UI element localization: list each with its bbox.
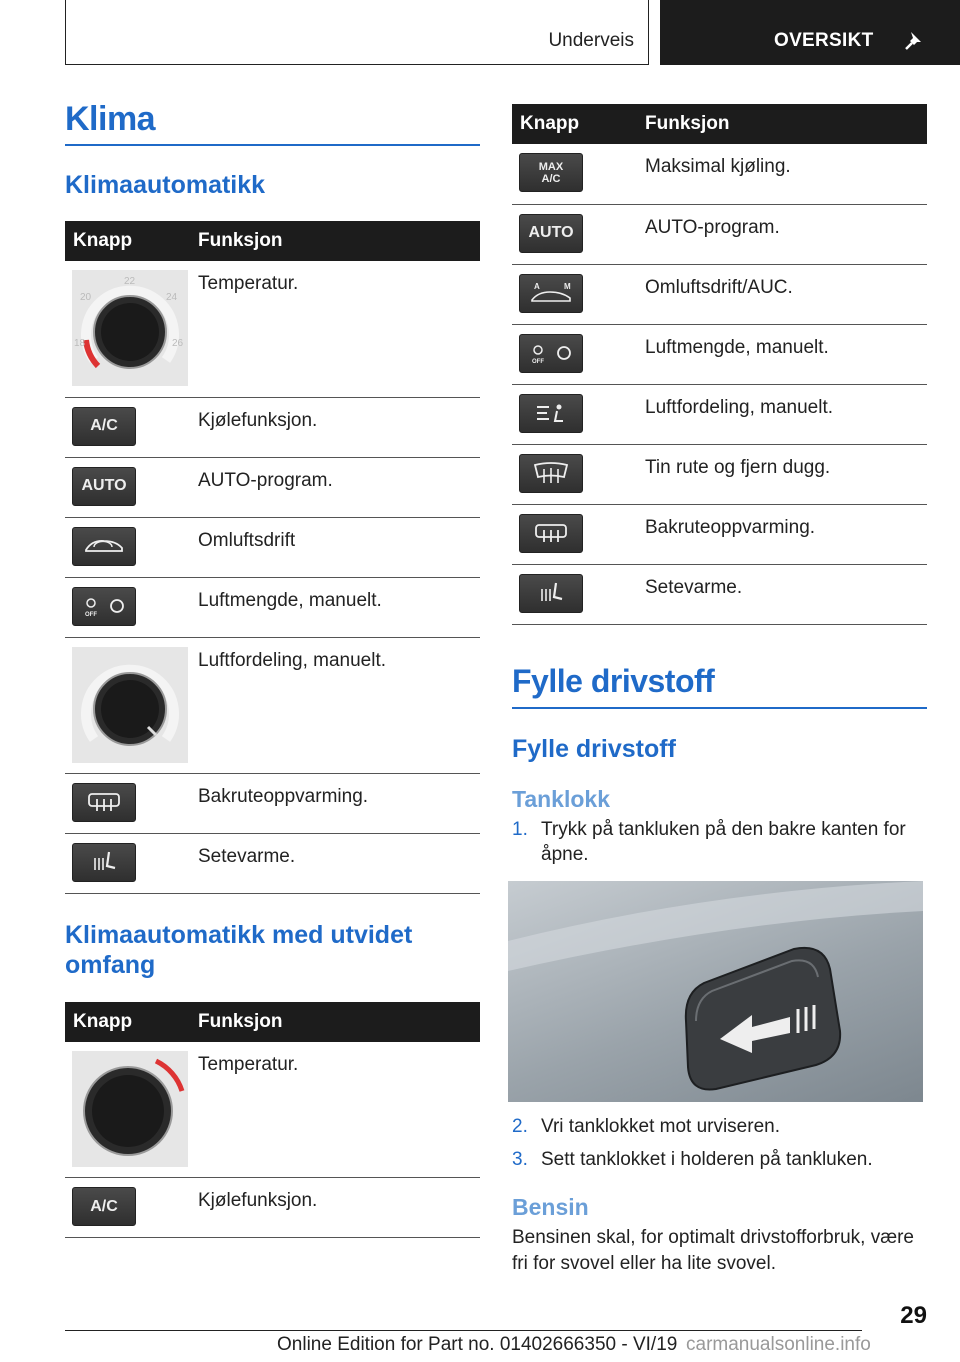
table-cell-text: Luftmengde, manuelt. bbox=[188, 577, 480, 637]
page-number: 29 bbox=[900, 1302, 927, 1329]
table-row bbox=[512, 144, 927, 204]
right-column bbox=[512, 104, 927, 1277]
svg-text:OFF: OFF bbox=[85, 612, 97, 618]
watermark: carmanualsonline.info bbox=[686, 1334, 871, 1355]
table-cell-text: Kjølefunksjon. bbox=[188, 1178, 480, 1238]
fuel-flap-photo bbox=[508, 881, 923, 1102]
table-row bbox=[65, 457, 480, 517]
table-row bbox=[512, 504, 927, 564]
bensin-text: Bensinen skal, for optimalt drivstofforbruk, være fri for svovel eller ha lite svovel. bbox=[512, 1226, 914, 1274]
step-number: 2. bbox=[512, 1115, 528, 1137]
seat-heating-icon bbox=[519, 574, 583, 613]
tanklokk-steps-continued bbox=[512, 1114, 927, 1172]
table-cell-text: Setevarme. bbox=[188, 833, 480, 893]
col-funksjon-header: Funksjon bbox=[635, 104, 927, 144]
knob-label-26: 26 bbox=[172, 338, 184, 349]
header-tab-underveis[interactable] bbox=[65, 0, 649, 65]
title-fylle-drivstoff: Fylle drivstoff bbox=[512, 662, 715, 699]
seat-heating-icon bbox=[72, 843, 136, 882]
knob-label-22: 22 bbox=[124, 276, 136, 287]
step-number: 3. bbox=[512, 1148, 528, 1170]
heading-klimaautomatikk-utvidet: Klimaautomatikk med utvidet omfang bbox=[65, 920, 413, 979]
col-knapp-header: Knapp bbox=[65, 221, 188, 261]
ac-button-icon: A/C bbox=[72, 1187, 136, 1226]
max-ac-line1: MAX bbox=[538, 160, 564, 173]
table-cell-text: AUTO-program. bbox=[635, 204, 927, 264]
auc-icon bbox=[519, 274, 583, 313]
col-knapp-header: Knapp bbox=[65, 1002, 188, 1042]
max-ac-line2: A/C bbox=[541, 172, 561, 185]
svg-text:A: A bbox=[534, 282, 540, 291]
recirculation-icon bbox=[72, 527, 136, 566]
header-tab-underveis-label: Underveis bbox=[548, 30, 634, 51]
rear-defrost-icon bbox=[72, 783, 136, 822]
heading-bensin: Bensin bbox=[512, 1193, 589, 1220]
footer-edition: Online Edition for Part no. 01402666350 - VI/19 bbox=[277, 1334, 678, 1355]
knapp-funksjon-table bbox=[512, 104, 927, 625]
heading-tanklokk: Tanklokk bbox=[512, 785, 610, 812]
windshield-defrost-icon bbox=[519, 454, 583, 493]
table-row bbox=[512, 564, 927, 624]
fan-speed-icon bbox=[519, 334, 583, 373]
table-row bbox=[65, 833, 480, 893]
table-cell-text: Tin rute og fjern dugg. bbox=[635, 444, 927, 504]
header-tab-oversikt-label: OVERSIKT bbox=[774, 30, 874, 51]
klimaautomatikk-table bbox=[65, 221, 480, 894]
title-divider bbox=[65, 144, 480, 146]
pin-icon bbox=[903, 30, 925, 52]
table-cell-text: Kjølefunksjon. bbox=[188, 397, 480, 457]
auto-button-icon: AUTO bbox=[72, 467, 136, 506]
table-cell-text: Luftfordeling, manuelt. bbox=[635, 384, 927, 444]
table-row bbox=[512, 324, 927, 384]
auto-button-icon: AUTO bbox=[519, 214, 583, 253]
heading-fylle-drivstoff: Fylle drivstoff bbox=[512, 734, 676, 763]
heading-klimaautomatikk: Klimaautomatikk bbox=[65, 171, 266, 199]
list-item bbox=[512, 817, 927, 867]
table-row bbox=[65, 261, 480, 397]
table-cell-text: Setevarme. bbox=[635, 564, 927, 624]
step-text: Trykk på tankluken på den bakre kanten for åpne. bbox=[541, 818, 906, 865]
table-cell-text: Temperatur. bbox=[188, 1042, 480, 1178]
header-tab-oversikt[interactable] bbox=[660, 0, 960, 65]
page-title-klima: Klima bbox=[65, 100, 156, 138]
air-distribution-knob-icon bbox=[72, 647, 188, 763]
rear-defrost-icon bbox=[519, 514, 583, 553]
knob-label-24: 24 bbox=[166, 292, 178, 303]
tanklokk-steps bbox=[512, 817, 927, 867]
table-cell-text: Bakruteoppvarming. bbox=[188, 773, 480, 833]
klimaautomatikk-utvidet-table bbox=[65, 1002, 480, 1239]
fan-speed-icon bbox=[72, 587, 136, 626]
step-text: Vri tanklokket mot urviseren. bbox=[541, 1115, 780, 1137]
table-cell-text: Bakruteoppvarming. bbox=[635, 504, 927, 564]
footer-divider bbox=[65, 1330, 862, 1331]
table-row bbox=[512, 384, 927, 444]
air-distribution-icon bbox=[519, 394, 583, 433]
temperature-knob-icon bbox=[72, 270, 188, 386]
table-row bbox=[512, 204, 927, 264]
table-cell-text: Omluftsdrift/AUC. bbox=[635, 264, 927, 324]
table-cell-text: Omluftsdrift bbox=[188, 517, 480, 577]
table-row bbox=[65, 517, 480, 577]
left-column bbox=[65, 100, 480, 1238]
step-number: 1. bbox=[512, 818, 528, 840]
table-row bbox=[65, 1042, 480, 1178]
list-item bbox=[512, 1147, 927, 1172]
col-funksjon-header: Funksjon bbox=[188, 221, 480, 261]
list-item bbox=[512, 1114, 927, 1139]
table-cell-text: Maksimal kjøling. bbox=[635, 144, 927, 204]
table-row bbox=[65, 773, 480, 833]
table-cell-text: AUTO-program. bbox=[188, 457, 480, 517]
svg-text:OFF: OFF bbox=[532, 359, 544, 365]
table-row bbox=[512, 444, 927, 504]
col-knapp-header: Knapp bbox=[512, 104, 635, 144]
temperature-knob-icon bbox=[72, 1051, 188, 1167]
title-divider bbox=[512, 707, 927, 709]
table-row bbox=[65, 637, 480, 773]
knob-label-20: 20 bbox=[80, 292, 92, 303]
max-ac-button-icon bbox=[519, 153, 583, 192]
table-row bbox=[65, 577, 480, 637]
ac-button-icon: A/C bbox=[72, 407, 136, 446]
col-funksjon-header: Funksjon bbox=[188, 1002, 480, 1042]
svg-text:M: M bbox=[564, 282, 571, 291]
step-text: Sett tanklokket i holderen på tankluken. bbox=[541, 1148, 873, 1170]
table-cell-text: Temperatur. bbox=[188, 261, 480, 397]
table-row bbox=[512, 264, 927, 324]
table-cell-text: Luftmengde, manuelt. bbox=[635, 324, 927, 384]
table-row bbox=[65, 397, 480, 457]
table-cell-text: Luftfordeling, manuelt. bbox=[188, 637, 480, 773]
table-row bbox=[65, 1178, 480, 1238]
knob-label-18: 18 bbox=[74, 338, 86, 349]
